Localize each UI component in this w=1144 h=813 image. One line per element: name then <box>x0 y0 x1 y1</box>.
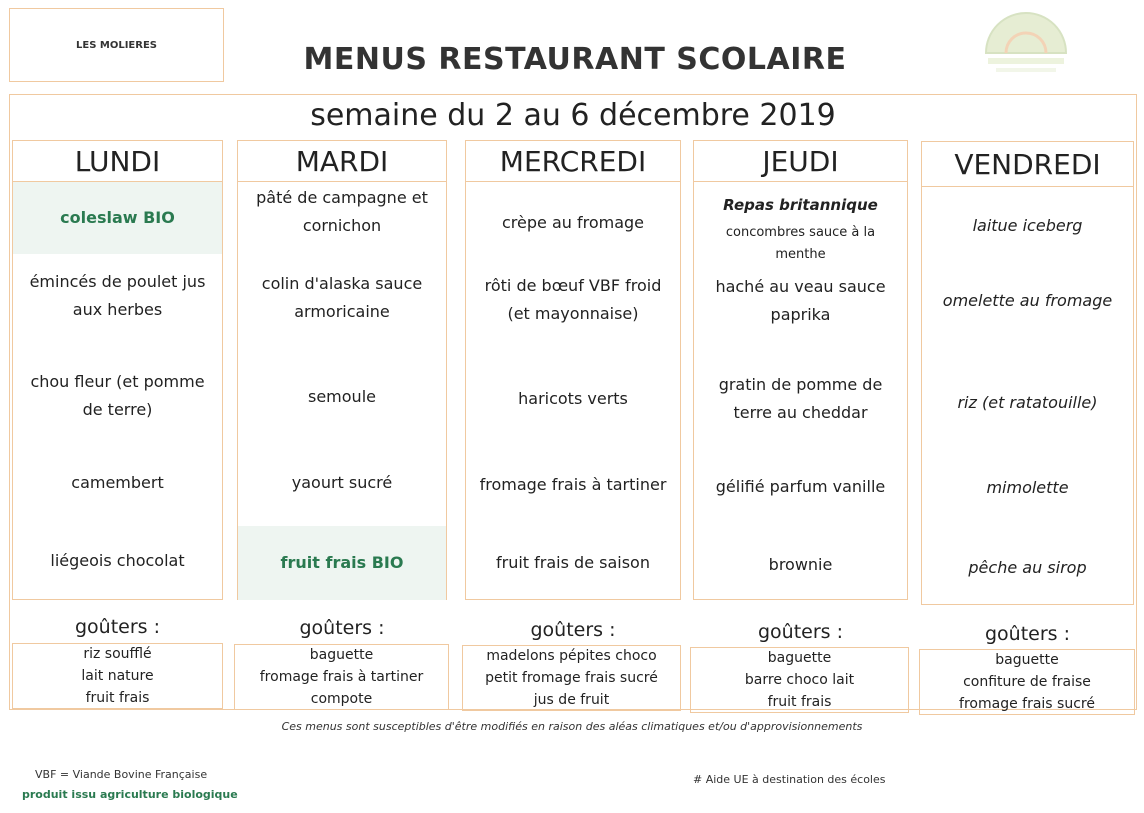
menu-item: gélifié parfum vanille <box>715 477 886 496</box>
day-column-lundi <box>12 182 223 600</box>
menu-item: pêche au sirop <box>968 558 1087 577</box>
gouter-item: riz soufflé <box>83 646 152 662</box>
menu-item: gratin de pomme de terre au cheddar <box>718 375 883 422</box>
logo-icon <box>976 8 1076 78</box>
day-column-mercredi <box>465 182 681 600</box>
day-header-lundi: LUNDI <box>12 140 223 182</box>
menu-item: camembert <box>71 473 164 492</box>
gouter-item: lait nature <box>81 668 154 684</box>
menu-item: concombres sauce à la menthe <box>725 225 876 262</box>
page-title: MENUS RESTAURANT SCOLAIRE <box>303 42 847 77</box>
menu-item: chou fleur (et pomme de terre) <box>30 372 205 419</box>
day-header-mercredi: MERCREDI <box>465 140 681 182</box>
special-meal-title: Repas britannique <box>723 196 878 214</box>
day-column-mardi <box>237 182 447 600</box>
day-header-vendredi: VENDREDI <box>921 141 1134 187</box>
school-name-box <box>9 8 224 82</box>
disclaimer: Ces menus sont susceptibles d'être modifiés en raison des aléas climatiques et/ou d'approvisionnements <box>281 720 863 733</box>
day-column-vendredi <box>921 187 1134 605</box>
menu-item: semoule <box>308 387 376 406</box>
day-column-jeudi <box>693 182 908 600</box>
gouter-item: baguette <box>309 647 374 663</box>
menu-item: rôti de bœuf VBF froid (et mayonnaise) <box>484 276 662 323</box>
gouter-item: baguette <box>995 652 1059 668</box>
gouter-item: barre choco lait <box>744 672 855 688</box>
gouter-box-lundi <box>12 643 223 709</box>
menu-item: fromage frais à tartiner <box>479 475 667 494</box>
gouter-item: baguette <box>767 650 832 666</box>
gouter-label-mardi: goûters : <box>299 617 385 639</box>
gouter-item: fruit frais <box>85 690 150 706</box>
menu-item: colin d'alaska sauce armoricaine <box>261 274 423 321</box>
menu-item: fruit frais de saison <box>496 553 650 572</box>
gouter-label-mercredi: goûters : <box>530 619 616 641</box>
gouter-item: jus de fruit <box>533 692 610 708</box>
gouter-box-mercredi <box>462 645 681 711</box>
gouter-box-vendredi <box>919 649 1135 715</box>
gouter-label-jeudi: goûters : <box>757 621 844 643</box>
menu-item: omelette au fromage <box>942 291 1113 310</box>
week-title: semaine du 2 au 6 décembre 2019 <box>310 98 836 133</box>
menu-item: crèpe au fromage <box>501 213 645 232</box>
menu-item: fruit frais BIO <box>238 526 446 600</box>
school-name: LES MOLIERES <box>76 39 157 51</box>
gouter-item: fruit frais <box>767 694 832 710</box>
gouter-label-vendredi: goûters : <box>984 623 1071 645</box>
menu-item: mimolette <box>986 478 1069 497</box>
menu-item: brownie <box>768 555 833 574</box>
menu-item: émincés de poulet jus aux herbes <box>29 272 206 319</box>
gouter-box-jeudi <box>690 647 909 713</box>
menu-item: haché au veau sauce paprika <box>715 277 886 324</box>
gouter-item: fromage frais sucré <box>959 696 1095 712</box>
legend-aide-ue: # Aide UE à destination des écoles <box>693 773 886 786</box>
legend-bio: produit issu agriculture biologique <box>22 788 238 801</box>
gouter-item: madelons pépites choco <box>486 648 657 664</box>
gouter-item: petit fromage frais sucré <box>485 670 658 686</box>
gouter-item: compote <box>310 691 373 707</box>
gouter-item: confiture de fraise <box>963 674 1091 690</box>
gouter-item: fromage frais à tartiner <box>259 669 424 685</box>
gouter-label-lundi: goûters : <box>74 616 161 638</box>
menu-item: yaourt sucré <box>291 473 393 492</box>
menu-item: pâté de campagne et cornichon <box>256 188 428 235</box>
menu-item: liégeois chocolat <box>50 551 185 570</box>
day-header-mardi: MARDI <box>237 140 447 182</box>
menu-item: laitue iceberg <box>972 216 1083 235</box>
menu-item: coleslaw BIO <box>13 182 222 254</box>
legend-vbf: VBF = Viande Bovine Française <box>35 768 208 781</box>
gouter-box-mardi <box>234 644 449 710</box>
menu-item: haricots verts <box>518 389 628 408</box>
menu-item: riz (et ratatouille) <box>957 393 1098 412</box>
day-header-jeudi: JEUDI <box>693 140 908 182</box>
